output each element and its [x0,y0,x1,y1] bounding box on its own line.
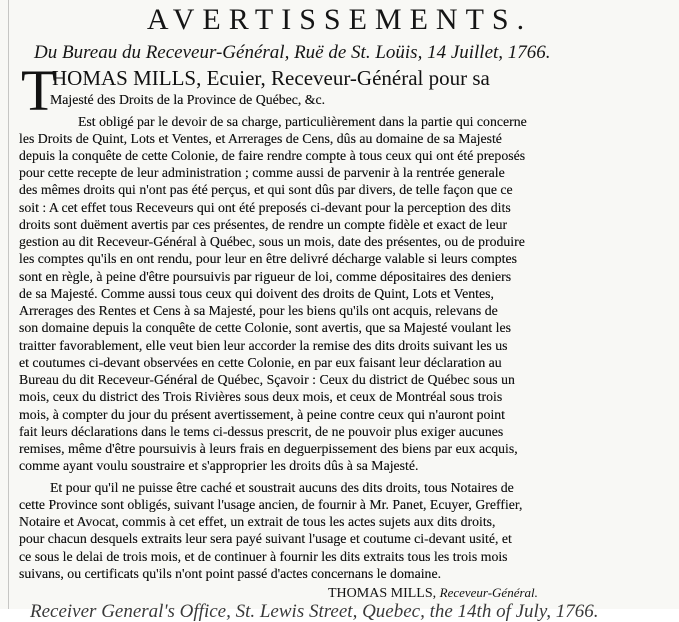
notice-line: pour cette recepte de leur administration ; comme aussi de parvenir à la rentrée generale [19,165,505,180]
notice-line: Arrerages des Rentes et Cens à sa Majesté, pour les biens qu'ils ont acquis, relevans de [19,303,498,318]
signature-role: Receveur-Général. [439,585,538,600]
notice-line: gestion au dit Receveur-Général à Québec, sous un mois, date des présentes, ou de produire [19,234,525,249]
notice-line: sont en règle, à peine d'être poursuivis par rigueur de loi, comme dépositaires des deniers [19,269,512,284]
notice-line: droits sont duëment avertis par ces présentes, de rendre un compte fidèle et exact de leur [19,217,508,232]
notice-line: de sa Majesté. Comme aussi tous ceux qui doivent des droits de Quint, Lots et Ventes, [19,286,494,301]
notice-line: Bureau du dit Receveur-Général de Québec, Sçavoir : Ceux du district de Québec sous un [19,372,515,387]
notice-line: comme ayant voulu soustraire et s'approprier les droits dûs à sa Majesté. [19,458,419,473]
notice-line: Notaire et Avocat, commis à cet effet, un extrait de tous les actes sujets aux dits droits, [19,514,496,529]
notice-subheading: Du Bureau du Receveur-Général, Ruë de St. Loüis, 14 Juillet, 1766. [34,42,551,63]
notice-line: suivans, ou certificats qu'ils n'ont point passé d'actes concernans le domaine. [19,566,442,581]
notice-line: des mêmes droits qui n'ont pas été perçus, et qui sont dûs par divers, de telle façon que ce [19,182,513,197]
signature-name: THOMAS MILLS, [328,586,437,601]
left-column-rule [8,0,9,609]
notice-line: les comptes qu'ils en ont rendu, pour leur en être delivré décharge valable si leurs comptes [19,251,517,266]
partial-bottom-line: Receiver General's Office, St. Lewis Street, Quebec, the 14th of July, 1766. [30,601,599,622]
notice-heading: AVERTISSEMENTS. [146,3,533,36]
dropcap-letter: T [21,58,57,123]
notice-line: et coutumes ci-devant observées en cette Colonie, en par eux faisant leur déclaration au [19,355,502,370]
notice-line: cette Province sont obligés, suivant l'usage ancien, de fournir à Mr. Panet, Ecuyer, Greffier, [19,497,523,512]
notice-line: les Droits de Quint, Lots et Ventes, et Arrerages de Cens, dûs au domaine de sa Majesté [19,131,502,146]
notice-line: mois, ceux du district des Trois Rivières sous deux mois, et ceux de Montréal sous trois [19,389,503,404]
notice-line: soit : A cet effet tous Receveurs qui ont été preposés ci-devant pour la perception des dits [19,200,511,215]
notice-line: pour chacun desquels extraits leur sera payé suivant l'usage et coutume ci-devant usité, et [19,531,512,546]
notice-line: son domaine depuis la conquête de cette Colonie, sont avertis, que sa Majesté voulant les [19,320,511,335]
notice-line: Et pour qu'il ne puisse être caché et soustrait aucuns des dits droits, tous Notaires de [50,480,514,495]
opening-title-line: HOMAS MILLS, Ecuier, Receveur-Général pour sa [52,66,490,90]
notice-line: remises, même d'être poursuivis à leurs frais en deguerpissement des biens par eux acquis, [19,441,518,456]
notice-line: ce sous le delai de trois mois, et de continuer à fournir les dits extraits tous les trois mois [19,549,508,564]
notice-line: mois, à compter du jour du présent avertissement, à peine contre ceux qui n'auront point [19,407,506,422]
notice-line: Est obligé par le devoir de sa charge, particulièrement dans la partie qui concerne [78,114,527,129]
notice-line: fait leurs déclarations dans le tems ci-dessus prescrit, de ne pouvoir plus exiger aucunes [19,424,504,439]
notice-line: traitter favorablement, elle veut bien leur accorder la remise des dits droits suivant les us [19,338,508,353]
notice-line: Majesté des Droits de la Province de Québec, &c. [50,92,326,107]
notice-line: depuis la conquête de cette Colonie, de faire rendre compte à tous ceux qui ont été preposés [19,148,526,163]
